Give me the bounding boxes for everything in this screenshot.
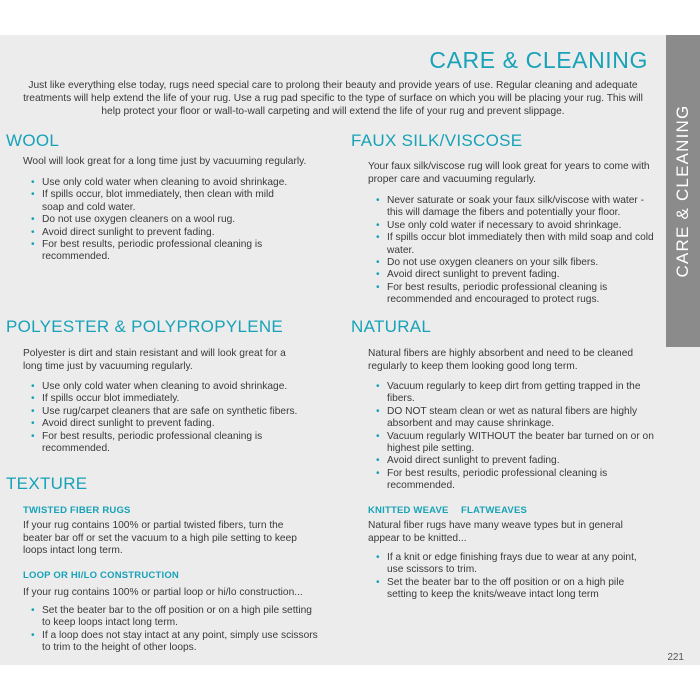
- twisted-text: If your rug contains 100% or partial twisted fibers, turn the beater bar off or set the vacuum to a high pile setting to keep loops intact long term.: [23, 520, 297, 557]
- list-item: • Vacuum regularly WITHOUT the beater bar turned on or on highest pile setting.: [376, 431, 658, 456]
- list-item: • For best results, periodic professional cleaning is recommended and encouraged to protect rugs.: [376, 282, 658, 307]
- list-item: • Never saturate or soak your faux silk/viscose with water - this will damage the fibers and potentially your floor.: [376, 195, 658, 220]
- faux-silk-bullets: [376, 195, 658, 307]
- list-item: • Avoid direct sunlight to prevent fading.: [376, 269, 658, 281]
- list-item: • If spills occur blot immediately.: [31, 393, 303, 405]
- weave-bullets: [376, 552, 648, 602]
- list-item: • Set the beater bar to the off position or on a high pile setting to keep the knits/weave intact long term: [376, 577, 648, 602]
- list-item: • DO NOT steam clean or wet as natural fibers are highly absorbent and may cause shrinkage.: [376, 406, 658, 431]
- list-item: • Avoid direct sunlight to prevent fading.: [31, 418, 303, 430]
- list-item: • Vacuum regularly to keep dirt from getting trapped in the fibers.: [376, 381, 658, 406]
- faux-silk-heading: FAUX SILK/VISCOSE: [351, 131, 523, 150]
- natural-heading: NATURAL: [351, 317, 432, 336]
- list-item: • Do not use oxygen cleaners on a wool rug.: [31, 214, 296, 226]
- wool-bullets: [31, 177, 296, 264]
- twisted-subheading: TWISTED FIBER RUGS: [23, 505, 131, 516]
- list-item: • If a loop does not stay intact at any point, simply use scissors to trim to the height of other loops.: [31, 630, 321, 655]
- knitted-weave-subheading: KNITTED WEAVE: [368, 505, 449, 516]
- texture-heading: TEXTURE: [6, 474, 88, 493]
- list-item: • Avoid direct sunlight to prevent fading.: [31, 227, 296, 239]
- wool-heading: WOOL: [6, 131, 60, 150]
- list-item: • Use only cold water when cleaning to avoid shrinkage.: [31, 177, 296, 189]
- page-title: CARE & CLEANING: [429, 47, 648, 73]
- side-tab-label: CARE & CLEANING: [673, 104, 692, 278]
- page-number: 221: [667, 652, 684, 663]
- natural-bullets: [376, 381, 658, 493]
- flatweaves-subheading: FLATWEAVES: [461, 505, 528, 516]
- wool-text: Wool will look great for a long time just by vacuuming regularly.: [23, 156, 307, 167]
- polyester-bullets: [31, 381, 303, 455]
- list-item: • If spills occur blot immediately then with mild soap and cold water.: [376, 232, 658, 257]
- list-item: • Use only cold water if necessary to avoid shrinkage.: [376, 220, 658, 232]
- list-item: • For best results, periodic professional cleaning is recommended.: [31, 431, 303, 456]
- loop-bullets: [31, 605, 321, 655]
- list-item: • Use only cold water when cleaning to avoid shrinkage.: [31, 381, 303, 393]
- loop-subheading: LOOP OR HI/LO CONSTRUCTION: [23, 570, 179, 581]
- natural-text: Natural fibers are highly absorbent and need to be cleaned regularly to keep them looking good long term.: [368, 348, 634, 372]
- intro-text: Just like everything else today, rugs need special care to prolong their beauty and provide years of use. Regular cleaning and adequate treatments will help extend the life of your rug. Use a rug pad specific to the type of surface on which you will be placing your rug. This will help protect your floor or wall-to-wall carpeting and will extend the life of your rug and prevent slippage.: [23, 80, 643, 117]
- list-item: • For best results, periodic professional cleaning is recommended.: [376, 468, 658, 493]
- list-item: • Set the beater bar to the off position or on a high pile setting to keep loops intact long term.: [31, 605, 321, 630]
- list-item: • If a knit or edge finishing frays due to wear at any point, use scissors to trim.: [376, 552, 648, 577]
- loop-text: If your rug contains 100% or partial loop or hi/lo construction...: [23, 587, 303, 598]
- weave-text: Natural fiber rugs have many weave types but in general appear to be knitted...: [368, 520, 623, 544]
- faux-silk-text: Your faux silk/viscose rug will look great for years to come with proper care and vacuuming regularly.: [368, 161, 650, 185]
- list-item: • Do not use oxygen cleaners on your silk fibers.: [376, 257, 658, 269]
- side-tab: [666, 35, 700, 347]
- list-item: • If spills occur, blot immediately, then clean with mild soap and cold water.: [31, 189, 296, 214]
- list-item: • Avoid direct sunlight to prevent fading.: [376, 455, 658, 467]
- list-item: • For best results, periodic professional cleaning is recommended.: [31, 239, 296, 264]
- list-item: • Use rug/carpet cleaners that are safe on synthetic fibers.: [31, 406, 303, 418]
- polyester-text: Polyester is dirt and stain resistant and will look great for a long time just by vacuuming regularly.: [23, 348, 286, 372]
- polyester-heading: POLYESTER & POLYPROPYLENE: [6, 317, 284, 336]
